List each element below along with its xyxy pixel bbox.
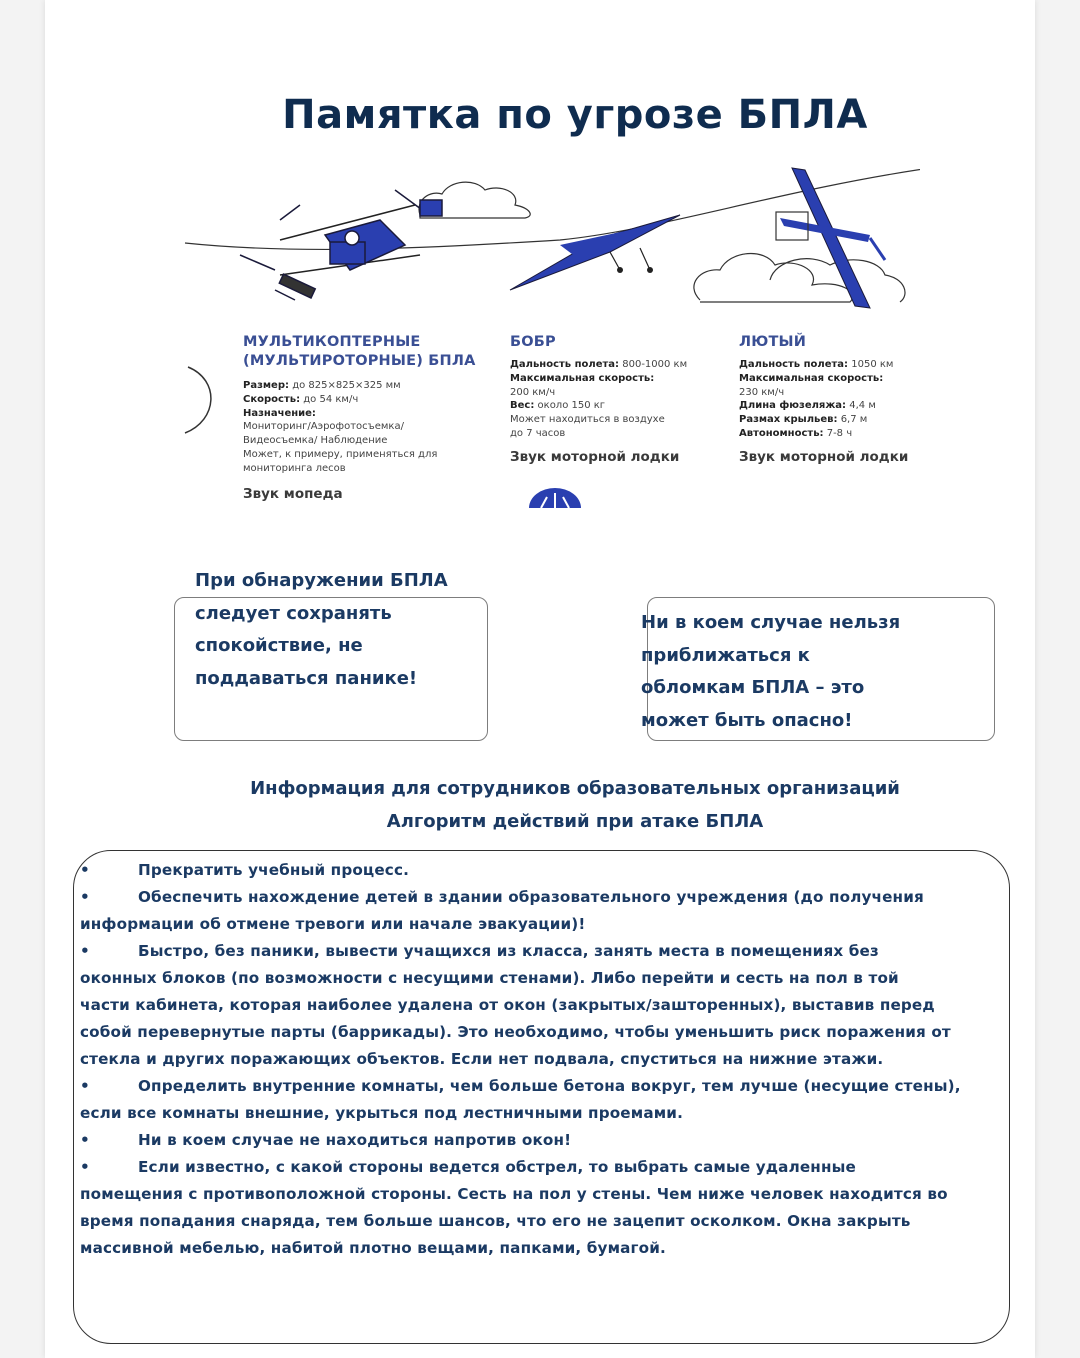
info-title: Информация для сотрудников образовательных организаций: [250, 778, 900, 799]
algorithm-item-continuation: если все комнаты внешние, укрыться под лестничными проемами.: [80, 1104, 683, 1122]
algorithm-item-text: Прекратить учебный процесс.: [138, 861, 410, 879]
bullet-icon: •: [80, 861, 90, 879]
drone-specs: Дальность полета: 1050 км Максимальная скорость: 230 км/ч Длина фюзеляжа: 4,4 м Размах крыльев: 6,7 м Автономность: 7-8 ч: [739, 359, 894, 439]
bobr-drone-icon: [510, 215, 680, 290]
drone-sound: Звук мопеда: [243, 485, 343, 502]
algorithm-item-text: Ни в коем случае не находиться напротив окон!: [138, 1131, 572, 1149]
algorithm-item: [80, 857, 1000, 884]
bullet-icon: •: [80, 1131, 90, 1149]
bullet-icon: •: [80, 942, 90, 960]
drone-name: ЛЮТЫЙ: [739, 334, 807, 350]
notice-left-text: При обнаружении БПЛА следует сохранять спокойствие, не поддаваться панике!: [195, 570, 448, 689]
algorithm-item-text: Если известно, с какой стороны ведется обстрел, то выбрать самые удаленные: [138, 1158, 856, 1176]
algorithm-item-continuation: время попадания снаряда, тем больше шансов, что его не зацепит осколком. Окна закрыть: [80, 1212, 911, 1230]
algorithm-item-continuation: стекла и других поражающих объектов. Если нет подвала, спуститься на нижние этажи.: [80, 1050, 884, 1068]
drone-column-bobr: [510, 333, 710, 465]
quadcopter-drone-icon: [240, 190, 442, 300]
algorithm-item-continuation: помещения с противоположной стороны. Сесть на пол у стены. Чем ниже человек находится во: [80, 1185, 948, 1203]
drone-sound: Звук моторной лодки: [739, 448, 909, 465]
drone-name: БОБР: [510, 334, 556, 350]
lyuty-drone-icon: [776, 168, 885, 308]
drone-specs: Размер: до 825×825×325 мм Скорость: до 54 км/ч Назначение: Мониторинг/Аэрофотосъемка/ Видеосъемка/ Наблюдение Может, к примеру, применяться для мониторинга лесов: [243, 380, 438, 474]
notice-right-text: Ни в коем случае нельзя приближаться к обломкам БПЛА – это может быть опасно!: [641, 612, 901, 731]
bullet-icon: •: [80, 888, 90, 906]
drone-name-line2: (МУЛЬТИРОТОРНЫЕ) БПЛА: [243, 353, 476, 369]
drone-name: МУЛЬТИКОПТЕРНЫЕ: [243, 334, 421, 350]
bullet-icon: •: [80, 1077, 90, 1095]
algorithm-item: [80, 1154, 1000, 1262]
algorithm-title: Алгоритм действий при атаке БПЛА: [386, 811, 764, 832]
algorithm-item-text: Определить внутренние комнаты, чем больше бетона вокруг, тем лучше (несущие стены),: [138, 1077, 961, 1095]
algorithm-item-text: Обеспечить нахождение детей в здании образовательного учреждения (до получения: [138, 888, 924, 906]
algorithm-item-continuation: части кабинета, которая наиболее удалена от окон (закрытых/зашторенных), выставив перед: [80, 996, 935, 1014]
algorithm-item-continuation: собой перевернутые парты (баррикады). Это необходимо, чтобы уменьшить риск поражения от: [80, 1023, 951, 1041]
page-title: Памятка по угрозе БПЛА: [282, 92, 868, 138]
bullet-icon: •: [80, 1158, 90, 1176]
emblem-icon: [527, 487, 583, 509]
algorithm-item-continuation: массивной мебелью, набитой плотно вещами, папками, бумагой.: [80, 1239, 666, 1257]
arc-decoration: [180, 365, 216, 435]
algorithm-item-continuation: оконных блоков (по возможности с несущими стенами). Либо перейти и сесть на пол в той: [80, 969, 899, 987]
drone-column-lyuty: [739, 333, 939, 465]
algorithm-item: [80, 884, 1000, 938]
algorithm-item-continuation: информации об отмене тревоги или начале эвакуации)!: [80, 915, 586, 933]
drone-specs: Дальность полета: 800-1000 км Максимальная скорость: 200 км/ч Вес: около 150 кг Может находиться в воздухе до 7 часов: [510, 359, 688, 439]
algorithm-item: [80, 1127, 1000, 1154]
drone-sound: Звук моторной лодки: [510, 448, 680, 465]
algorithm-item-text: Быстро, без паники, вывести учащихся из класса, занять места в помещениях без: [138, 942, 879, 960]
drone-column-multicopter: [243, 333, 483, 502]
algorithm-item: [80, 1073, 1000, 1127]
algorithm-item: [80, 938, 1000, 1073]
algorithm-list: [80, 857, 1000, 1262]
